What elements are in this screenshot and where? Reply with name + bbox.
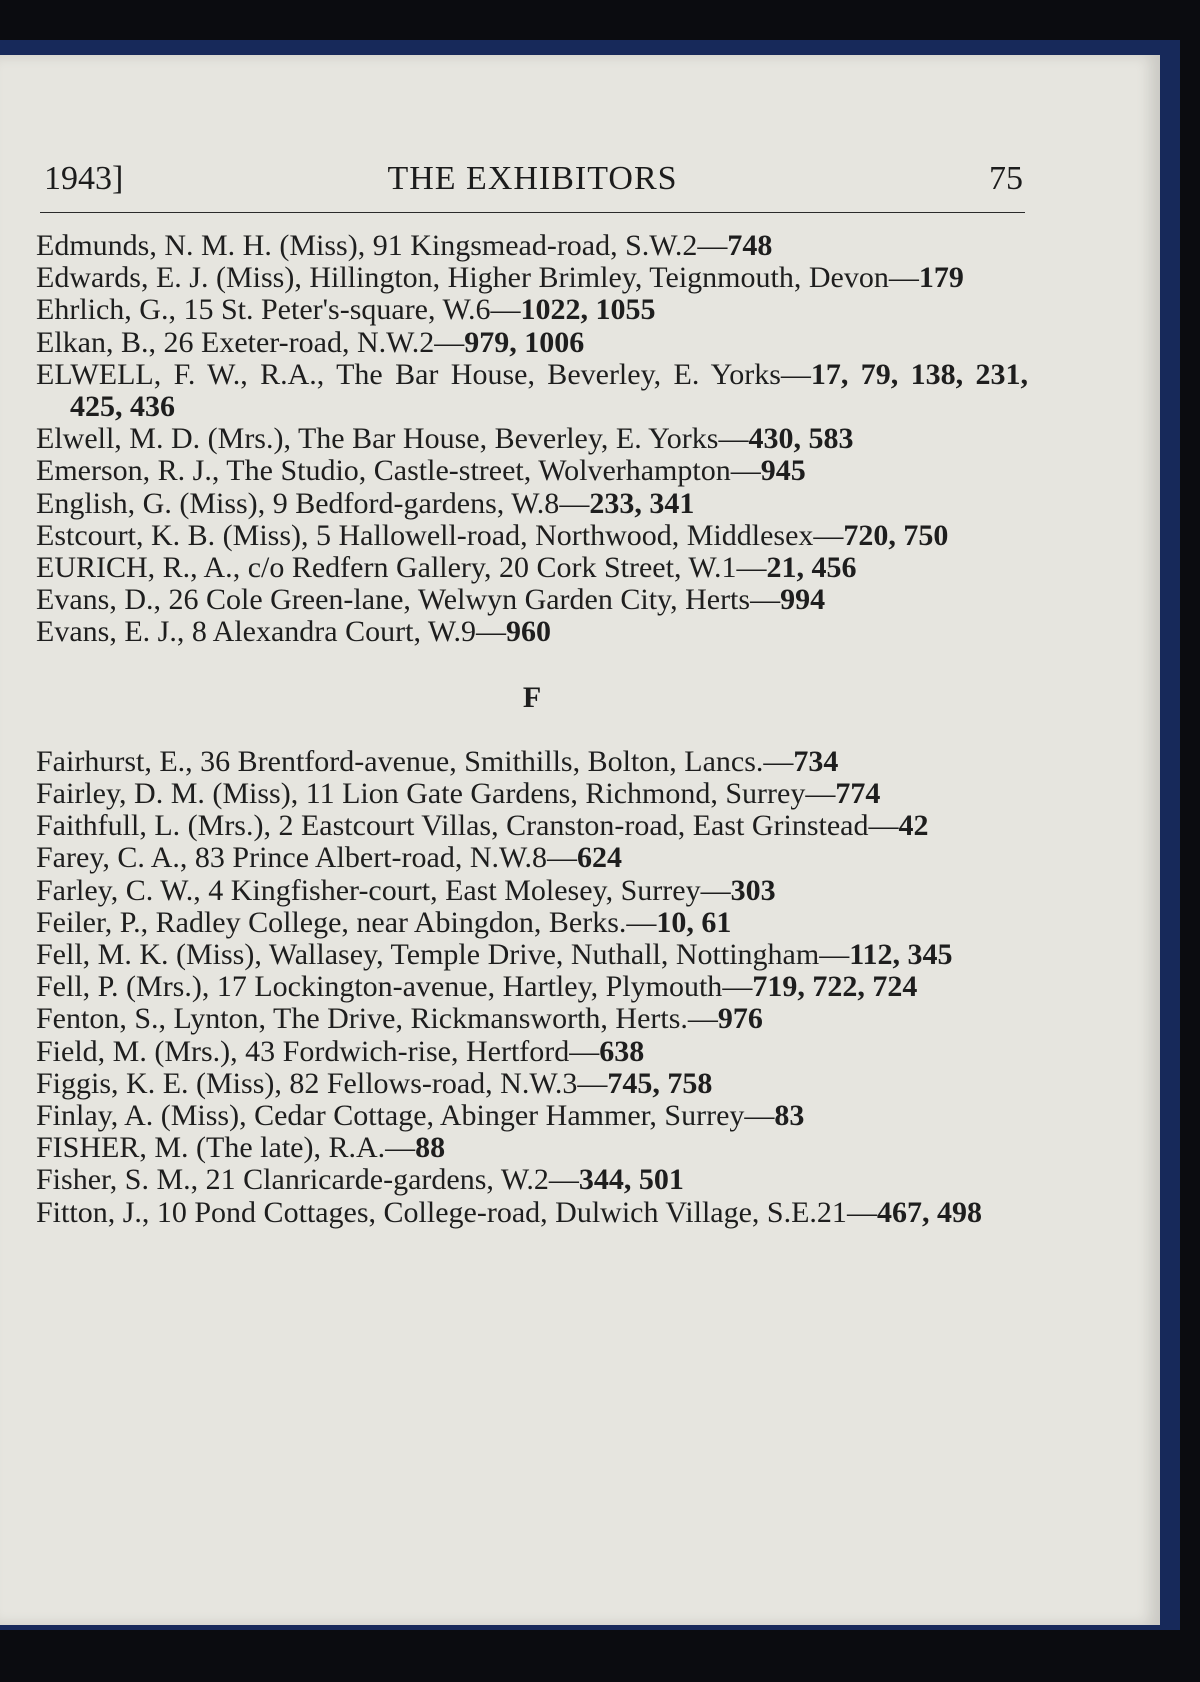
exhibitor-entry: Emerson, R. J., The Studio, Castle-street, Wolverhampton—945 xyxy=(36,454,806,488)
exhibitor-entry: English, G. (Miss), 9 Bedford-gardens, W.8—233, 341 xyxy=(36,486,695,520)
exhibitor-entry: Figgis, K. E. (Miss), 82 Fellows-road, N.W.3—745, 758 xyxy=(36,1066,713,1100)
catalogue-numbers: 112, 345 xyxy=(849,938,953,972)
catalogue-numbers: 720, 750 xyxy=(843,518,949,552)
exhibitor-entry: Evans, E. J., 8 Alexandra Court, W.9—960 xyxy=(36,615,551,649)
catalogue-numbers: 1022, 1055 xyxy=(520,293,656,327)
catalogue-numbers: 638 xyxy=(599,1034,645,1068)
exhibitor-entry: Fenton, S., Lynton, The Drive, Rickmansworth, Herts.—976 xyxy=(36,1002,763,1036)
exhibitor-entry: Evans, D., 26 Cole Green-lane, Welwyn Garden City, Herts—994 xyxy=(36,583,826,617)
catalogue-numbers: 734 xyxy=(793,744,839,778)
exhibitor-entry: Fell, M. K. (Miss), Wallasey, Temple Drive, Nuthall, Nottingham—112, 345 xyxy=(36,938,953,972)
catalogue-numbers: 945 xyxy=(760,454,806,488)
catalogue-numbers: 745, 758 xyxy=(607,1066,713,1100)
catalogue-numbers: 303 xyxy=(730,873,776,907)
exhibitor-entry: Fitton, J., 10 Pond Cottages, College-road, Dulwich Village, S.E.21—467, 498 xyxy=(36,1195,982,1229)
exhibitor-entry: Ehrlich, G., 15 St. Peter's-square, W.6—1022, 1055 xyxy=(36,293,656,327)
exhibitor-entry: Feiler, P., Radley College, near Abingdon, Berks.—10, 61 xyxy=(36,905,732,939)
catalogue-numbers: 979, 1006 xyxy=(464,325,585,359)
catalogue-numbers: 960 xyxy=(505,615,551,649)
exhibitor-entry: Fairhurst, E., 36 Brentford-avenue, Smithills, Bolton, Lancs.—734 xyxy=(36,744,839,778)
catalogue-numbers: 42 xyxy=(898,809,929,843)
exhibitor-list xyxy=(36,230,1028,1229)
catalogue-numbers: 467, 498 xyxy=(876,1195,982,1229)
exhibitor-entry: Elwell, M. D. (Mrs.), The Bar House, Beverley, E. Yorks—430, 583 xyxy=(36,422,854,456)
catalogue-numbers: 624 xyxy=(577,841,623,875)
catalogue-numbers: 976 xyxy=(717,1002,763,1036)
exhibitor-entry: Fairley, D. M. (Miss), 11 Lion Gate Gardens, Richmond, Surrey—774 xyxy=(36,777,881,811)
header-year: 1943] xyxy=(44,160,124,197)
catalogue-numbers: 344, 501 xyxy=(578,1163,684,1197)
exhibitor-entry: Faithfull, L. (Mrs.), 2 Eastcourt Villas, Cranston-road, East Grinstead—42 xyxy=(36,809,929,843)
exhibitor-entry: EURICH, R., A., c/o Redfern Gallery, 20 Cork Street, W.1—21, 456 xyxy=(36,551,857,585)
catalogue-numbers: 233, 341 xyxy=(589,486,695,520)
exhibitor-entry: Farley, C. W., 4 Kingfisher-court, East Molesey, Surrey—303 xyxy=(36,873,776,907)
exhibitor-entry: Elkan, B., 26 Exeter-road, N.W.2—979, 1006 xyxy=(36,325,585,359)
catalogue-numbers: 83 xyxy=(774,1099,805,1133)
exhibitor-entry: Field, M. (Mrs.), 43 Fordwich-rise, Hertford—638 xyxy=(36,1034,645,1068)
exhibitor-entry: FISHER, M. (The late), R.A.—88 xyxy=(36,1131,446,1165)
exhibitor-entry: Edwards, E. J. (Miss), Hillington, Higher Brimley, Teignmouth, Devon—179 xyxy=(36,261,964,295)
exhibitor-entry: Fisher, S. M., 21 Clanricarde-gardens, W.2—344, 501 xyxy=(36,1163,684,1197)
exhibitor-entry: Estcourt, K. B. (Miss), 5 Hallowell-road, Northwood, Middlesex—720, 750 xyxy=(36,518,949,552)
catalogue-numbers: 10, 61 xyxy=(656,905,732,939)
exhibitor-entry: Farey, C. A., 83 Prince Albert-road, N.W.8—624 xyxy=(36,841,623,875)
exhibitor-entry: Fell, P. (Mrs.), 17 Lockington-avenue, Hartley, Plymouth—719, 722, 724 xyxy=(36,970,918,1004)
exhibitor-entry: Finlay, A. (Miss), Cedar Cottage, Abinger Hammer, Surrey—83 xyxy=(36,1099,805,1133)
catalogue-numbers: 179 xyxy=(918,261,964,295)
section-letter: F xyxy=(522,680,542,714)
catalogue-numbers: 88 xyxy=(415,1131,446,1165)
catalogue-numbers: 21, 456 xyxy=(766,551,857,585)
exhibitor-entry: ELWELL, F. W., R.A., The Bar House, Beverley, E. Yorks—17, 79, 138, 231, 425, 436 xyxy=(36,357,1028,424)
header-title: THE EXHIBITORS xyxy=(387,160,678,197)
page-number: 75 xyxy=(989,160,1023,197)
catalogue-numbers: 430, 583 xyxy=(748,422,854,456)
catalogue-numbers: 748 xyxy=(727,229,773,262)
catalogue-numbers: 719, 722, 724 xyxy=(752,970,918,1004)
catalogue-numbers: 774 xyxy=(835,777,881,811)
catalogue-numbers: 994 xyxy=(780,583,826,617)
running-header xyxy=(40,160,1025,213)
catalogue-numbers: 17, 79, 138, 231, 425, 436 xyxy=(70,357,1028,424)
exhibitor-entry: Edmunds, N. M. H. (Miss), 91 Kingsmead-road, S.W.2—748 xyxy=(36,229,773,262)
